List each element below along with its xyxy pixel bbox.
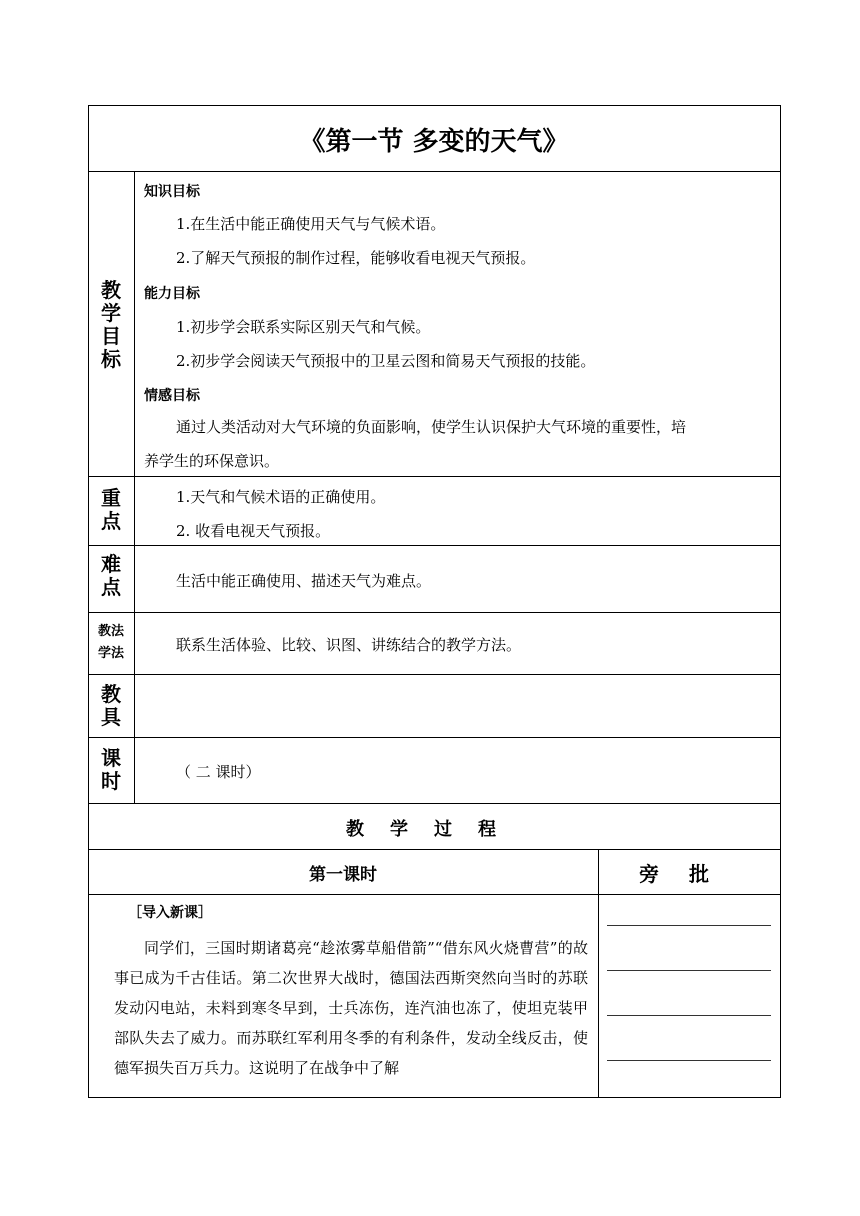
emotion-heading: 情感目标 — [144, 388, 200, 404]
keypoints-label — [88, 487, 134, 533]
methods-text: 联系生活体验、比较、识图、讲练结合的教学方法。 — [176, 636, 522, 654]
intro-heading: ［导入新课］ — [128, 905, 212, 921]
table-border-top — [88, 105, 781, 106]
row-divider-tools — [88, 737, 781, 738]
objectives-label — [88, 279, 134, 371]
tools-label — [88, 683, 134, 729]
objectives-label-text: 教学目标 — [101, 278, 121, 371]
periods-text: （ 二 课时） — [176, 763, 261, 781]
row-divider-methods — [88, 674, 781, 675]
intro-paragraph: 同学们，三国时期诸葛亮“趁浓雾草船借箭”“借东风火烧曹营”的故事已成为千古佳话。第二次世界大战时，德国法西斯突然向当时的苏联发动闪电站，未料到寒冬早到，士兵冻伤，连汽油也冻了，使坦克装甲部队失去了威力。而苏联红军利用冬季的有利条件，发动全线反击，使德军损失百万兵力。这说明了在战争中了解 — [114, 939, 588, 1077]
emotion-line-2: 养学生的环保意识。 — [144, 452, 280, 470]
periods-label — [88, 747, 134, 793]
keypoints-label-char-2: 点 — [101, 509, 121, 533]
row-divider-periods — [88, 803, 781, 804]
tools-label-char-1: 教 — [101, 682, 121, 706]
methods-label-line-2: 学法 — [97, 646, 124, 661]
side-note-line-2 — [607, 970, 771, 971]
side-note-line-1 — [607, 925, 771, 926]
side-note-heading: 旁批 — [639, 862, 739, 886]
methods-label — [88, 621, 134, 665]
tools-label-char-2: 具 — [101, 705, 121, 729]
emotion-line-1: 通过人类活动对大气环境的负面影响，使学生认识保护大气环境的重要性，培 — [176, 418, 687, 436]
row-divider-title — [88, 171, 781, 172]
keypoints-label-char-1: 重 — [101, 486, 121, 510]
row-divider-columns — [88, 894, 781, 895]
ability-heading: 能力目标 — [144, 286, 200, 302]
first-period-heading: 第一课时 — [309, 865, 377, 885]
row-divider-difficulty — [88, 612, 781, 613]
ability-item-2: 2.初步学会阅读天气预报中的卫星云图和简易天气预报的技能。 — [176, 352, 596, 370]
keypoint-item-2: 2. 收看电视天气预报。 — [176, 522, 331, 540]
difficulty-label — [88, 553, 134, 599]
table-border-right — [780, 105, 781, 1098]
ability-item-1: 1.初步学会联系实际区别天气和气候。 — [176, 318, 431, 336]
knowledge-item-1: 1.在生活中能正确使用天气与气候术语。 — [176, 215, 446, 233]
row-divider-objectives — [88, 476, 781, 477]
difficulty-label-char-1: 难 — [101, 552, 121, 576]
methods-label-line-1: 教法 — [97, 624, 124, 639]
periods-label-char-1: 课 — [101, 746, 121, 770]
difficulty-text: 生活中能正确使用、描述天气为难点。 — [176, 572, 432, 590]
knowledge-item-2: 2.了解天气预报的制作过程，能够收看电视天气预报。 — [176, 249, 536, 267]
row-divider-keypoints — [88, 545, 781, 546]
difficulty-label-char-2: 点 — [101, 575, 121, 599]
page-title: 《第一节 多变的天气》 — [299, 127, 569, 157]
table-border-bottom — [88, 1097, 781, 1098]
periods-label-char-2: 时 — [101, 769, 121, 793]
process-title: 教学过程 — [346, 819, 522, 840]
knowledge-heading: 知识目标 — [144, 184, 200, 200]
row-divider-process — [88, 849, 781, 850]
table-border-left — [88, 105, 89, 1098]
keypoint-item-1: 1.天气和气候术语的正确使用。 — [176, 488, 386, 506]
label-column-divider — [134, 171, 135, 804]
side-note-line-3 — [607, 1015, 771, 1016]
side-note-line-4 — [607, 1060, 771, 1061]
